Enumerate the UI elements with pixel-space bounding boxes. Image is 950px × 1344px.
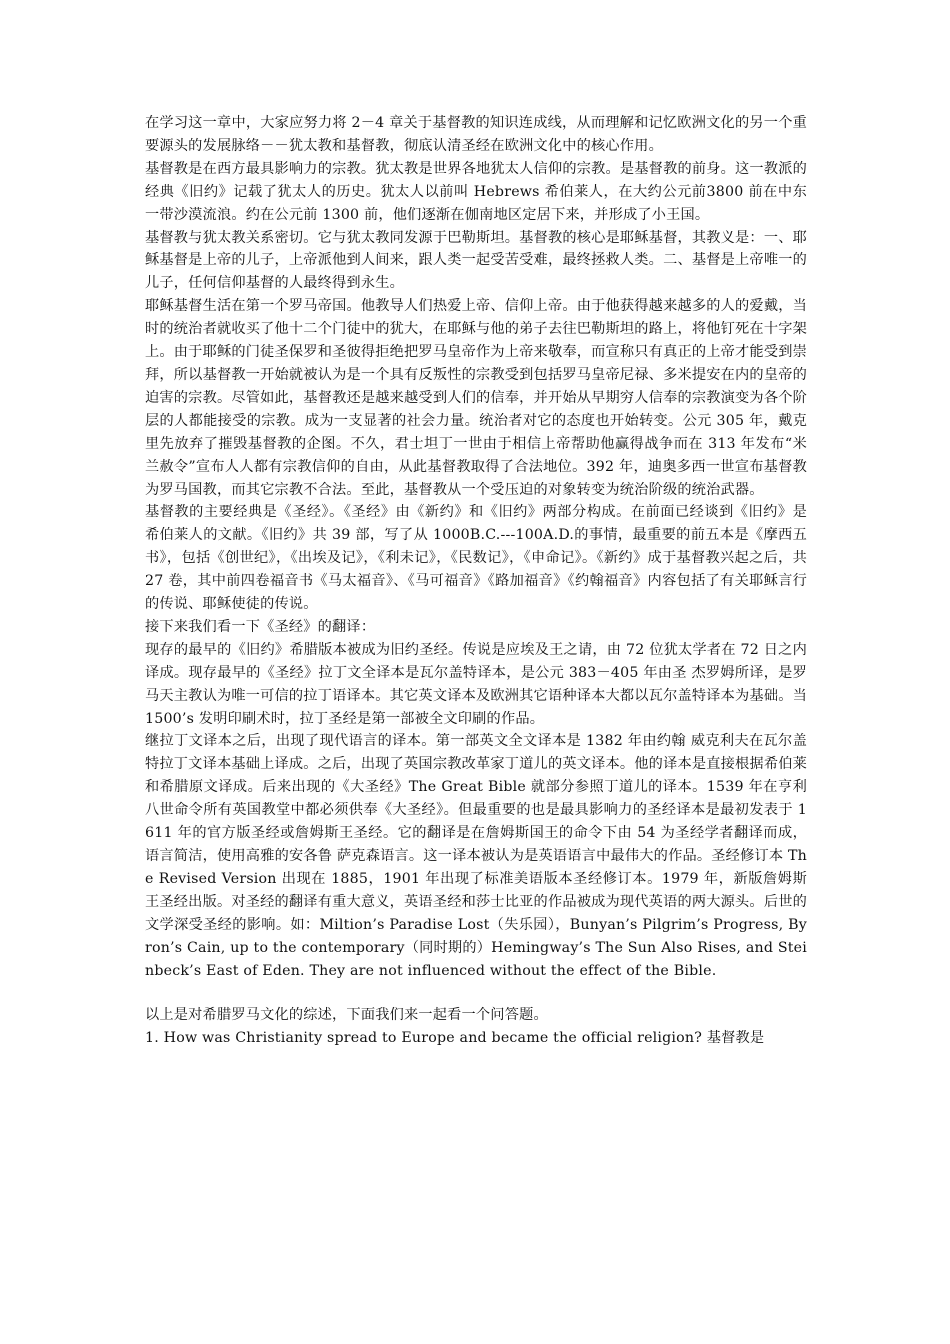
summary-paragraph: 以上是对希腊罗马文化的综述，下面我们来一起看一个问答题。 [145, 1007, 548, 1024]
document-page [145, 112, 807, 1050]
jesus-history-paragraph: 耶稣基督生活在第一个罗马帝国。他教导人们热爱上帝、信仰上帝。由于他获得越来越多的人的爱戴，当时的统治者就收买了他十二个门徒中的犹大，在耶稣与他的弟子去往巴勒斯坦的路上，将他钉死在十字架上。由于耶稣的门徒圣保罗和圣彼得拒绝把罗马皇帝作为上帝来敬奉，而宣称只有真正的上帝才能受到崇拜，所以基督教一开始就被认为是一个具有反叛性的宗教受到包括罗马皇帝尼禄、多米提安在内的皇帝的迫害的宗教。尽管如此，基督教还是越来越受到人们的信奉，并开始从早期穷人信奉的宗教演变为各个阶层的人都能接受的宗教。成为一支显著的社会力量。统治者对它的态度也开始转变。公元 305 年，戴克里先放弃了摧毁基督教的企图。不久，君士坦丁一世由于相信上帝帮助他赢得战争而在 313 年发布“米兰赦令”宣布人人都有宗教信仰的自由，从此基督教取得了合法地位。392 年，迪奥多西一世宣布基督教为罗马国教，而其它宗教不合法。至此，基督教从一个受压迫的对象转变为统治阶级的统治武器。 [145, 298, 807, 498]
intro-paragraph: 在学习这一章中，大家应努力将 2－4 章关于基督教的知识连成线，从而理解和记忆欧洲文化的另一个重要源头的发展脉络－－犹太教和基督教，彻底认清圣经在欧洲文化中的核心作用。 [145, 115, 807, 154]
judaism-paragraph: 基督教是在西方最具影响力的宗教。犹太教是世界各地犹太人信仰的宗教。是基督教的前身。这一教派的经典《旧约》记载了犹太人的历史。犹太人以前叫 Hebrews 希伯莱人，在大约公元前3800 前在中东一带沙漠流浪。约在公元前 1300 前，他们逐渐在伽南地区定居下来，并形成了小王国。 [145, 160, 807, 223]
question-paragraph: 1. How was Christianity spread to Europe and became the official religion? 基督教是 [145, 1030, 765, 1047]
bible-scripture-paragraph: 基督教的主要经典是《圣经》。《圣经》由《新约》和《旧约》两部分构成。在前面已经谈到《旧约》是希伯莱人的文献。《旧约》共 39 部，写了从 1000B.C.---100A.D.的事情，最重要的前五本是《摩西五书》，包括《创世纪》，《出埃及记》，《利未记》，《民数记》，《申命记》。《新约》成于基督教兴起之后，共 27 卷，其中前四卷福音书《马太福音》、《马可福音》《路加福音》《约翰福音》内容包括了有关耶稣言行的传说、耶稣使徒的传说。 [145, 504, 807, 613]
early-translation-paragraph: 现存的最早的《旧约》希腊版本被成为旧约圣经。传说是应埃及王之请，由 72 位犹太学者在 72 日之内译成。现存最早的《圣经》拉丁文全译本是瓦尔盖特译本，是公元 383－405 年由圣 杰罗姆所译，是罗马天主教认为唯一可信的拉丁语译本。其它英文译本及欧洲其它语种译本大都以瓦尔盖特译本为基础。当 1500’s 发明印刷术时，拉丁圣经是第一部被全文印刷的作品。 [145, 641, 807, 727]
christianity-doctrine-paragraph: 基督教与犹太教关系密切。它与犹太教同发源于巴勒斯坦。基督教的核心是耶稣基督，其教义是：一、耶稣基督是上帝的儿子，上帝派他到人间来，跟人类一起受苦受难，最终拯救人类。二、基督是上帝唯一的儿子，任何信仰基督的人最终得到永生。 [145, 229, 807, 292]
paragraph-spacer [145, 982, 807, 1004]
translation-intro-paragraph: 接下来我们看一下《圣经》的翻译： [145, 618, 376, 635]
modern-translation-paragraph: 继拉丁文译本之后，出现了现代语言的译本。第一部英文全文译本是 1382 年由约翰 威克利夫在瓦尔盖特拉丁文译本基础上译成。之后，出现了英国宗教改革家丁道儿的英文译本。他的译本是直接根据希伯莱和希腊原文译成。后来出现的《大圣经》The Great Bible 就部分参照丁道儿的译本。1539 年在亨利八世命令所有英国教堂中都必须供奉《大圣经》。但最重要的也是最具影响力的圣经译本是最初发表于 1611 年的官方版圣经或詹姆斯王圣经。它的翻译是在詹姆斯国王的命令下由 54 为圣经学者翻译而成，语言简洁，使用高雅的安各鲁 萨克森语言。这一译本被认为是英语语言中最伟大的作品。圣经修订本 The Revised Version 出现在 1885，1901 年出现了标准美语版本圣经修订本。1979 年，新版詹姆斯王圣经出版。对圣经的翻译有重大意义，英语圣经和莎士比亚的作品被成为现代英语的两大源头。后世的文学深受圣经的影响。如：Miltion’s Paradise Lost（失乐园），Bunyan’s Pilgrim’s Progress, Byron’s Cain, up to the contemporary（同时期的）Hemingway’s The Sun Also Rises, and Steinbeck’s East of Eden. They are not influenced without the effect of the Bible. [145, 733, 807, 979]
